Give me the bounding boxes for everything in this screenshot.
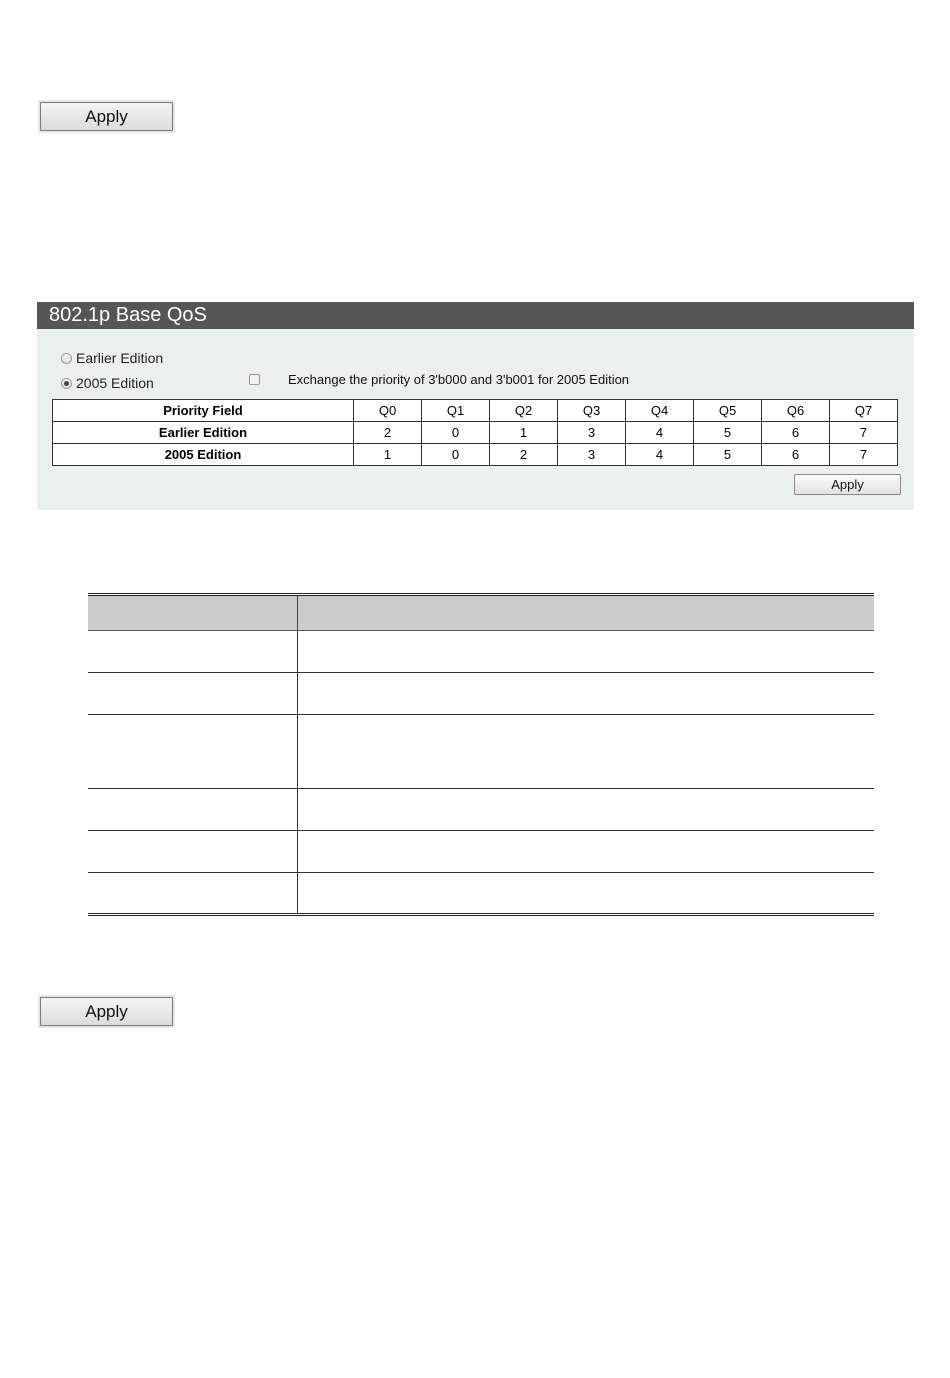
- panel-apply-button[interactable]: Apply: [794, 474, 901, 495]
- table-cell: 6: [762, 444, 830, 466]
- row-label: 2005 Edition: [53, 444, 354, 466]
- table-cell: 0: [422, 422, 490, 444]
- description-cell: [298, 715, 875, 789]
- edition-2005-radio[interactable]: [61, 378, 72, 389]
- table-cell: 4: [626, 422, 694, 444]
- table-cell: 1: [490, 422, 558, 444]
- table-cell: 5: [694, 422, 762, 444]
- table-cell: 3: [558, 444, 626, 466]
- table-cell: 6: [762, 422, 830, 444]
- earlier-edition-option[interactable]: [61, 350, 163, 366]
- table-cell: 7: [830, 444, 898, 466]
- earlier-edition-label: Earlier Edition: [76, 350, 164, 366]
- row-label: Earlier Edition: [53, 422, 354, 444]
- table-cell: 4: [626, 444, 694, 466]
- edition-2005-option[interactable]: [61, 375, 154, 391]
- header-cell: Priority Field: [53, 400, 354, 422]
- description-cell: [298, 673, 875, 715]
- table-row: [88, 789, 874, 831]
- qos-panel: [37, 302, 914, 510]
- header-cell: Q6: [762, 400, 830, 422]
- exchange-priority-label: Exchange the priority of 3'b000 and 3'b001 for 2005 Edition: [288, 372, 630, 387]
- header-cell: Q5: [694, 400, 762, 422]
- table-cell: 5: [694, 444, 762, 466]
- table-row: [88, 873, 874, 915]
- exchange-priority-checkbox[interactable]: [249, 374, 260, 385]
- description-header-row: [88, 595, 874, 631]
- header-cell: Q1: [422, 400, 490, 422]
- description-cell: [88, 789, 298, 831]
- description-cell: [298, 789, 875, 831]
- description-cell: [88, 631, 298, 673]
- panel-title: 802.1p Base QoS: [37, 302, 914, 329]
- description-header-cell: [88, 595, 298, 631]
- table-row: [88, 673, 874, 715]
- table-row: [88, 831, 874, 873]
- description-table: [88, 593, 874, 916]
- header-cell: Q3: [558, 400, 626, 422]
- table-row: [88, 715, 874, 789]
- header-cell: Q0: [354, 400, 422, 422]
- table-cell: 0: [422, 444, 490, 466]
- table-cell: 2: [354, 422, 422, 444]
- earlier-edition-radio[interactable]: [61, 353, 72, 364]
- table-cell: 1: [354, 444, 422, 466]
- bottom-apply-button[interactable]: Apply: [40, 997, 173, 1026]
- description-header-cell: [298, 595, 875, 631]
- description-cell: [88, 715, 298, 789]
- description-cell: [88, 673, 298, 715]
- description-cell: [88, 831, 298, 873]
- description-cell: [298, 631, 875, 673]
- edition-2005-label: 2005 Edition: [76, 375, 154, 391]
- top-apply-wrapper: [38, 100, 175, 133]
- description-cell: [88, 873, 298, 915]
- table-header-row: [53, 400, 898, 422]
- header-cell: Q2: [490, 400, 558, 422]
- priority-table: [52, 399, 898, 466]
- table-cell: 2: [490, 444, 558, 466]
- table-row: [88, 631, 874, 673]
- header-cell: Q4: [626, 400, 694, 422]
- description-cell: [298, 873, 875, 915]
- top-apply-button[interactable]: Apply: [40, 102, 173, 131]
- table-cell: 3: [558, 422, 626, 444]
- bottom-apply-wrapper: [38, 995, 175, 1028]
- table-row: [53, 444, 898, 466]
- header-cell: Q7: [830, 400, 898, 422]
- table-row: [53, 422, 898, 444]
- description-cell: [298, 831, 875, 873]
- table-cell: 7: [830, 422, 898, 444]
